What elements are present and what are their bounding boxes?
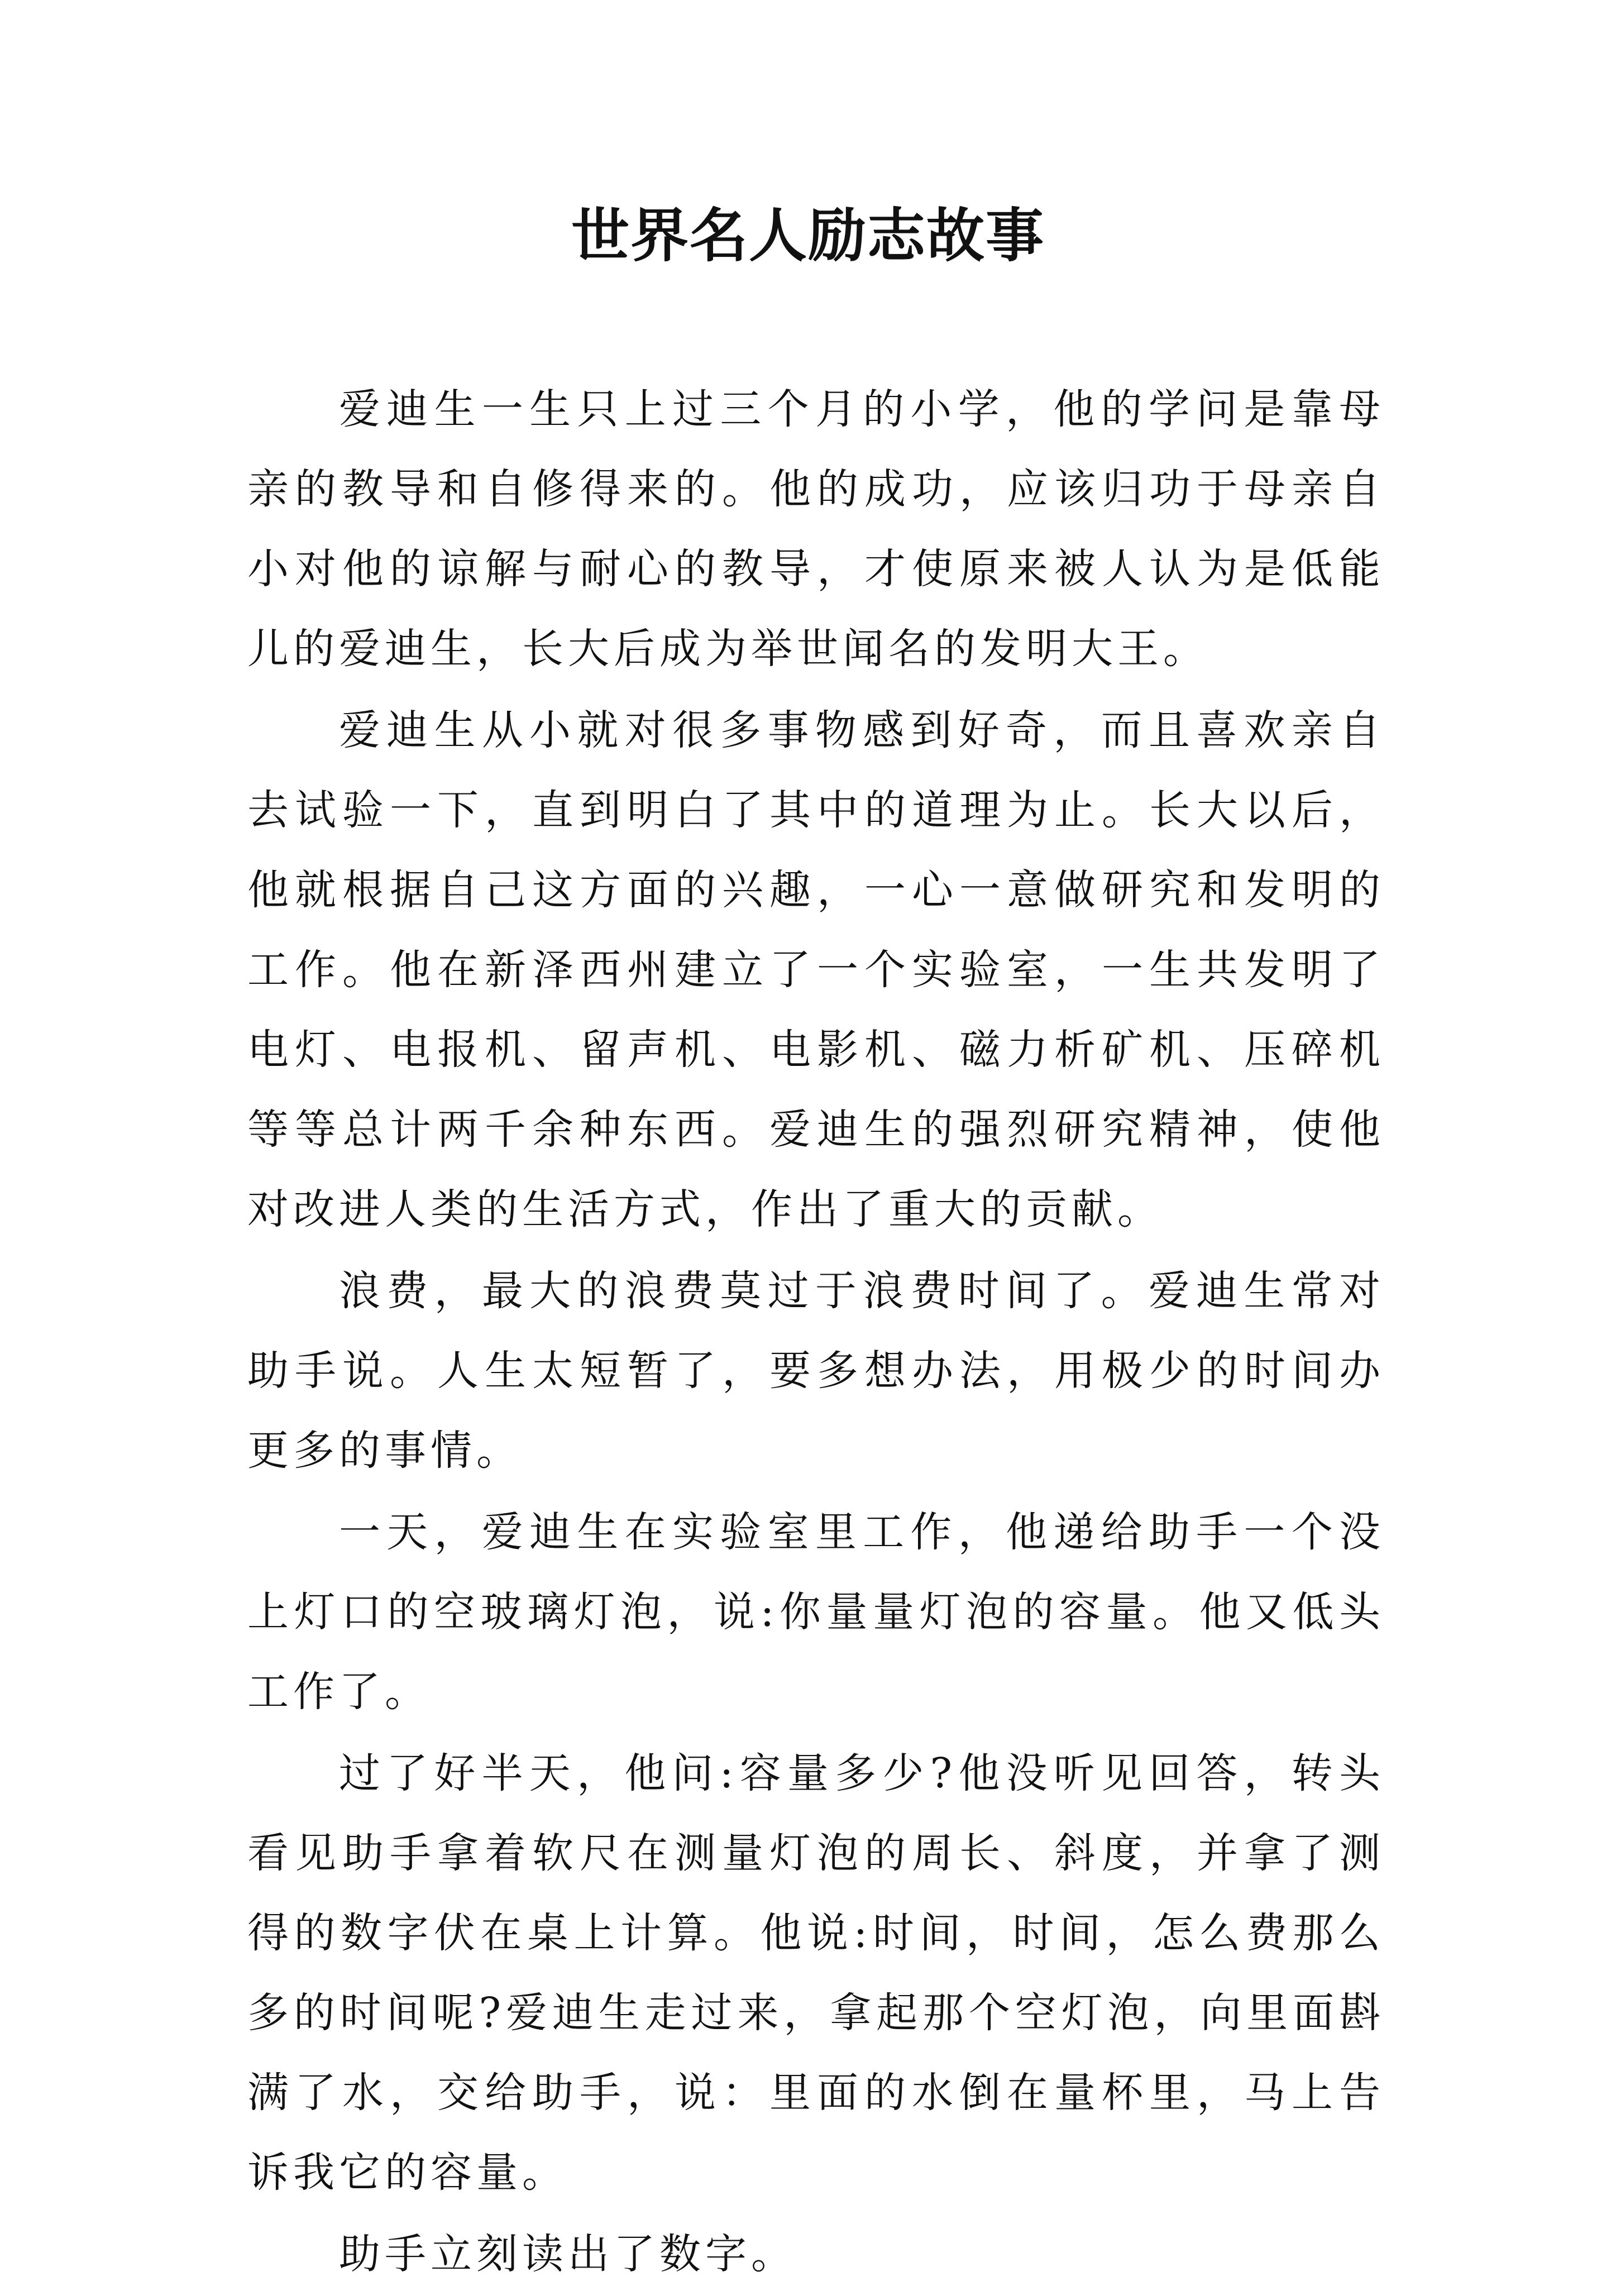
document-body — [247, 370, 1385, 2296]
paragraph: 过了好半天，他问:容量多少?他没听见回答，转头看见助手拿着软尺在测量灯泡的周长、斜度，并拿了测得的数字伏在桌上计算。他说:时间，时间，怎么费那么多的时间呢?爱迪生走过来，拿起那个空灯泡，向里面斟满了水，交给助手，说：里面的水倒在量杯里，马上告诉我它的容量。 — [247, 1749, 1385, 2197]
paragraph: 助手立刻读出了数字。 — [339, 2230, 797, 2278]
document-title: 世界名人励志故事 — [571, 201, 1045, 270]
paragraph: 爱迪生从小就对很多事物感到好奇，而且喜欢亲自去试验一下，直到明白了其中的道理为止。长大以后，他就根据自己这方面的兴趣，一心一意做研究和发明的工作。他在新泽西州建立了一个实验室，一生共发明了电灯、电报机、留声机、电影机、磁力析矿机、压碎机等等总计两千余种东西。爱迪生的强烈研究精神，使他对改进人类的生活方式，作出了重大的贡献。 — [247, 706, 1385, 1233]
paragraph: 一天，爱迪生在实验室里工作，他递给助手一个没上灯口的空玻璃灯泡，说:你量量灯泡的容量。他又低头工作了。 — [247, 1508, 1385, 1716]
paragraph: 爱迪生一生只上过三个月的小学，他的学问是靠母亲的教导和自修得来的。他的成功，应该归功于母亲自小对他的谅解与耐心的教导，才使原来被人认为是低能儿的爱迪生，长大后成为举世闻名的发明大王。 — [247, 385, 1385, 673]
paragraph: 浪费，最大的浪费莫过于浪费时间了。爱迪生常对助手说。人生太短暂了，要多想办法，用极少的时间办更多的事情。 — [247, 1267, 1385, 1475]
